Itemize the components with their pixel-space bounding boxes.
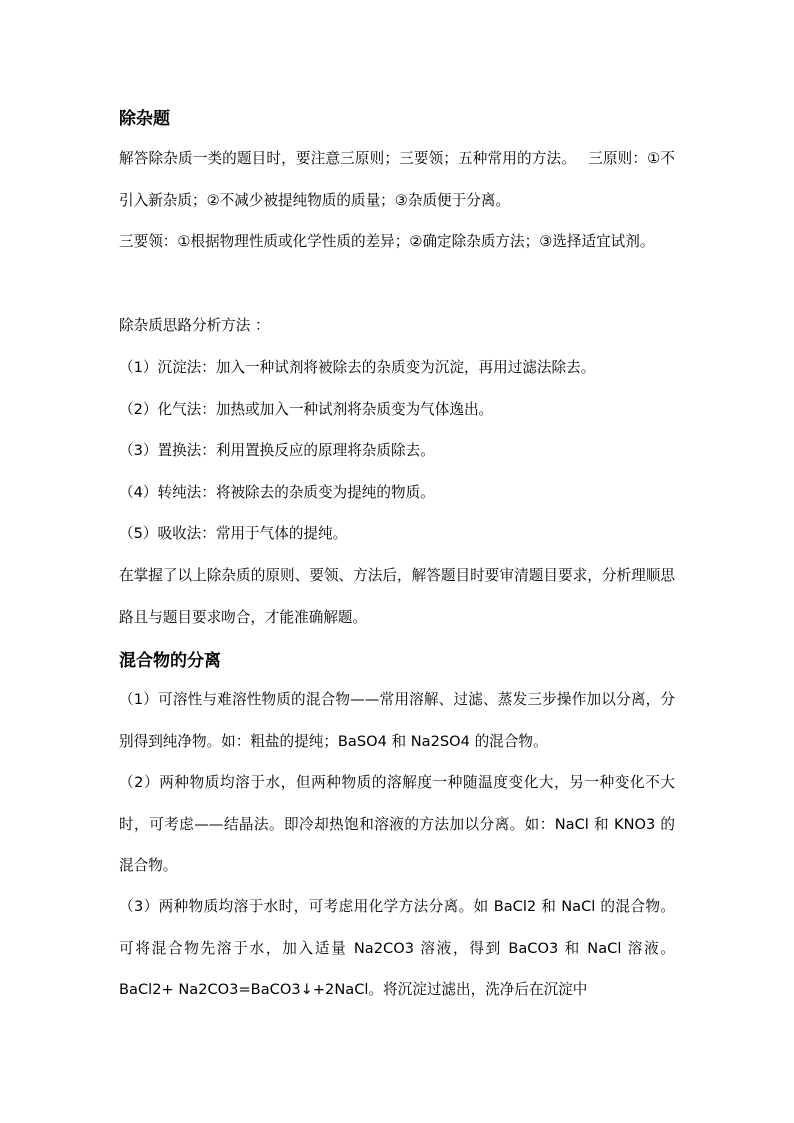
method-item: （1）沉淀法：加入一种试剂将被除去的杂质变为沉淀，再用过滤法除去。 xyxy=(119,359,596,376)
separation-item: （2）两种物质均溶于水，但两种物质的溶解度一种随温度变化大，另一种变化不大时，可考虑——结晶法。即冷却热饱和溶液的方法加以分离。如：NaCl 和 KNO3 的混合物。 xyxy=(119,774,675,874)
method-item: （2）化气法：加热或加入一种试剂将杂质变为气体逸出。 xyxy=(119,401,494,418)
paragraph-key-points: 三要领：①根据物理性质或化学性质的差异；②确定除杂质方法；③选择适宜试剂。 xyxy=(119,233,655,250)
paragraph-summary: 在掌握了以上除杂质的原则、要领、方法后，解答题目时要审清题目要求，分析理顺思路且与题目要求吻合，才能准确解题。 xyxy=(119,567,675,626)
separation-item: （3）两种物质均溶于水时，可考虑用化学方法分离。如 BaCl2 和 NaCl 的混合物。可将混合物先溶于水，加入适量 Na2CO3 溶液，得到 BaCO3 和 NaCl 溶液。 BaCl2+ Na2CO3=BaCO3↓+2NaCl。将沉淀过滤出，洗净后在沉淀中 xyxy=(119,898,675,998)
section-title-mixture-separation: 混合物的分离 xyxy=(119,651,221,671)
method-item: （5）吸收法：常用于气体的提纯。 xyxy=(119,525,348,542)
methods-heading: 除杂质思路分析方法 ： xyxy=(119,317,270,334)
method-item: （3）置换法：利用置换反应的原理将杂质除去。 xyxy=(119,442,435,459)
section-title-impurity-removal: 除杂题 xyxy=(119,109,170,129)
method-item: （4）转纯法：将被除去的杂质变为提纯的物质。 xyxy=(119,484,435,501)
separation-item: （1）可溶性与难溶性物质的混合物——常用溶解、过滤、蒸发三步操作加以分离，分别得到纯净物。如：粗盐的提纯；BaSO4 和 Na2SO4 的混合物。 xyxy=(119,691,675,750)
paragraph-principles: 解答除杂质一类的题目时，要注意三原则；三要领；五种常用的方法。 三原则：①不引入新杂质；②不减少被提纯物质的质量；③杂质便于分离。 xyxy=(119,150,675,209)
